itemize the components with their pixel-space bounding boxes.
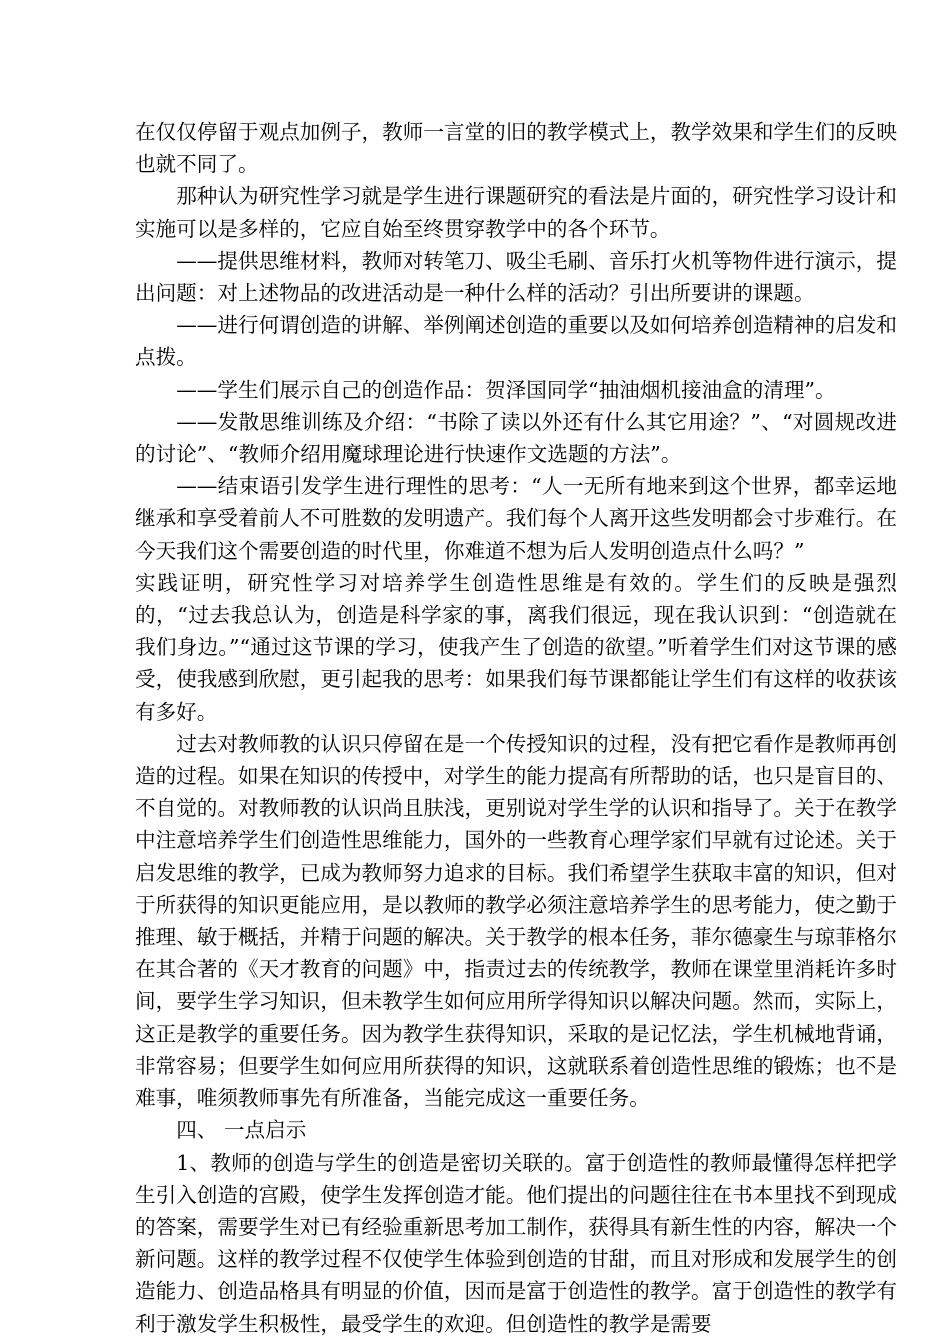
- paragraph-9: 过去对教师教的认识只停留在是一个传授知识的过程，没有把它看作是教师再创造的过程。如果在知识的传授中，对学生的能力提高有所帮助的话，也只是盲目的、不自觉的。对教师教的认识尚且肤浅，更别说对学生学的认识和指导了。关于在教学中注意培养学生们创造性思维能力，国外的一些教育心理学家们早就有过论述。关于启发思维的教学，已成为教师努力追求的目标。我们希望学生获取丰富的知识，但对于所获得的知识更能应用，是以教师的教学必须注意培养学生的思考能力，使之勤于推理、敏于概括，并精于问题的解决。关于教学的根本任务，菲尔德豪生与琼菲格尔在其合著的《天才教育的问题》中，指责过去的传统教学，教师在课堂里消耗许多时间，要学生学习知识，但未教学生如何应用所学得知识以解决问题。然而，实际上，这正是教学的重要任务。因为教学生获得知识，采取的是记忆法，学生机械地背诵，非常容易；但要学生如何应用所获得的知识，这就联系着创造性思维的锻炼；也不是难事，唯须教师事先有所准备，当能完成这一重要任务。: [135, 731, 897, 1111]
- paragraph-8: 实践证明，研究性学习对培养学生创造性思维是有效的。学生们的反映是强烈的，“过去我总认为，创造是科学家的事，离我们很远，现在我认识到：“创造就在我们身边。”“通过这节课的学习，使我产生了创造的欲望。”听着学生们对这节课的感受，使我感到欣慰，更引起我的思考：如果我们每节课都能让学生们有这样的收获该有多好。: [135, 570, 897, 724]
- paragraph-2: 那种认为研究性学习就是学生进行课题研究的看法是片面的，研究性学习设计和实施可以是多样的，它应自始至终贯穿教学中的各个环节。: [135, 184, 897, 241]
- paragraph-1: 在仅仅停留于观点加例子，教师一言堂的旧的教学模式上，教学效果和学生们的反映也就不同了。: [135, 120, 897, 177]
- paragraph-5: ——学生们展示自己的创造作品：贺泽国同学“抽油烟机接油盒的清理”。: [176, 377, 836, 402]
- paragraph-7: ——结束语引发学生进行理性的思考：“人一无所有地来到这个世界，都幸运地继承和享受着前人不可胜数的发明遗产。我们每个人离开这些发明都会寸步难行。在今天我们这个需要创造的时代里，你难道不想为后人发明创造点什么吗？”: [135, 474, 897, 563]
- section-heading: 四、 一点启示: [176, 1118, 307, 1143]
- paragraph-6: ——发散思维训练及介绍：“书除了读以外还有什么其它用途？”、“对圆规改进的讨论”、“教师介绍用魔球理论进行快速作文选题的方法”。: [135, 409, 897, 467]
- paragraph-11: 1、教师的创造与学生的创造是密切关联的。富于创造性的教师最懂得怎样把学生引入创造的宫殿，使学生发挥创造才能。他们提出的问题往往在书本里找不到现成的答案，需要学生对已有经验重新思考加工制作，获得具有新生性的内容，解决一个新问题。这样的教学过程不仅使学生体验到创造的甘甜，而且对形成和发展学生的创造能力、创造品格具有明显的价值，因而是富于创造性的教学。富于创造性的教学有利于激发学生积极性，最受学生的欢迎。但创造性的教学是需要: [135, 1150, 897, 1336]
- document-body: [135, 116, 897, 1340]
- paragraph-3: ——提供思维材料，教师对转笔刀、吸尘毛刷、音乐打火机等物件进行演示，提出问题：对上述物品的改进活动是一种什么样的活动？引出所要讲的课题。: [135, 248, 897, 306]
- paragraph-4: ——进行何谓创造的讲解、举例阐述创造的重要以及如何培养创造精神的启发和点拨。: [135, 313, 897, 370]
